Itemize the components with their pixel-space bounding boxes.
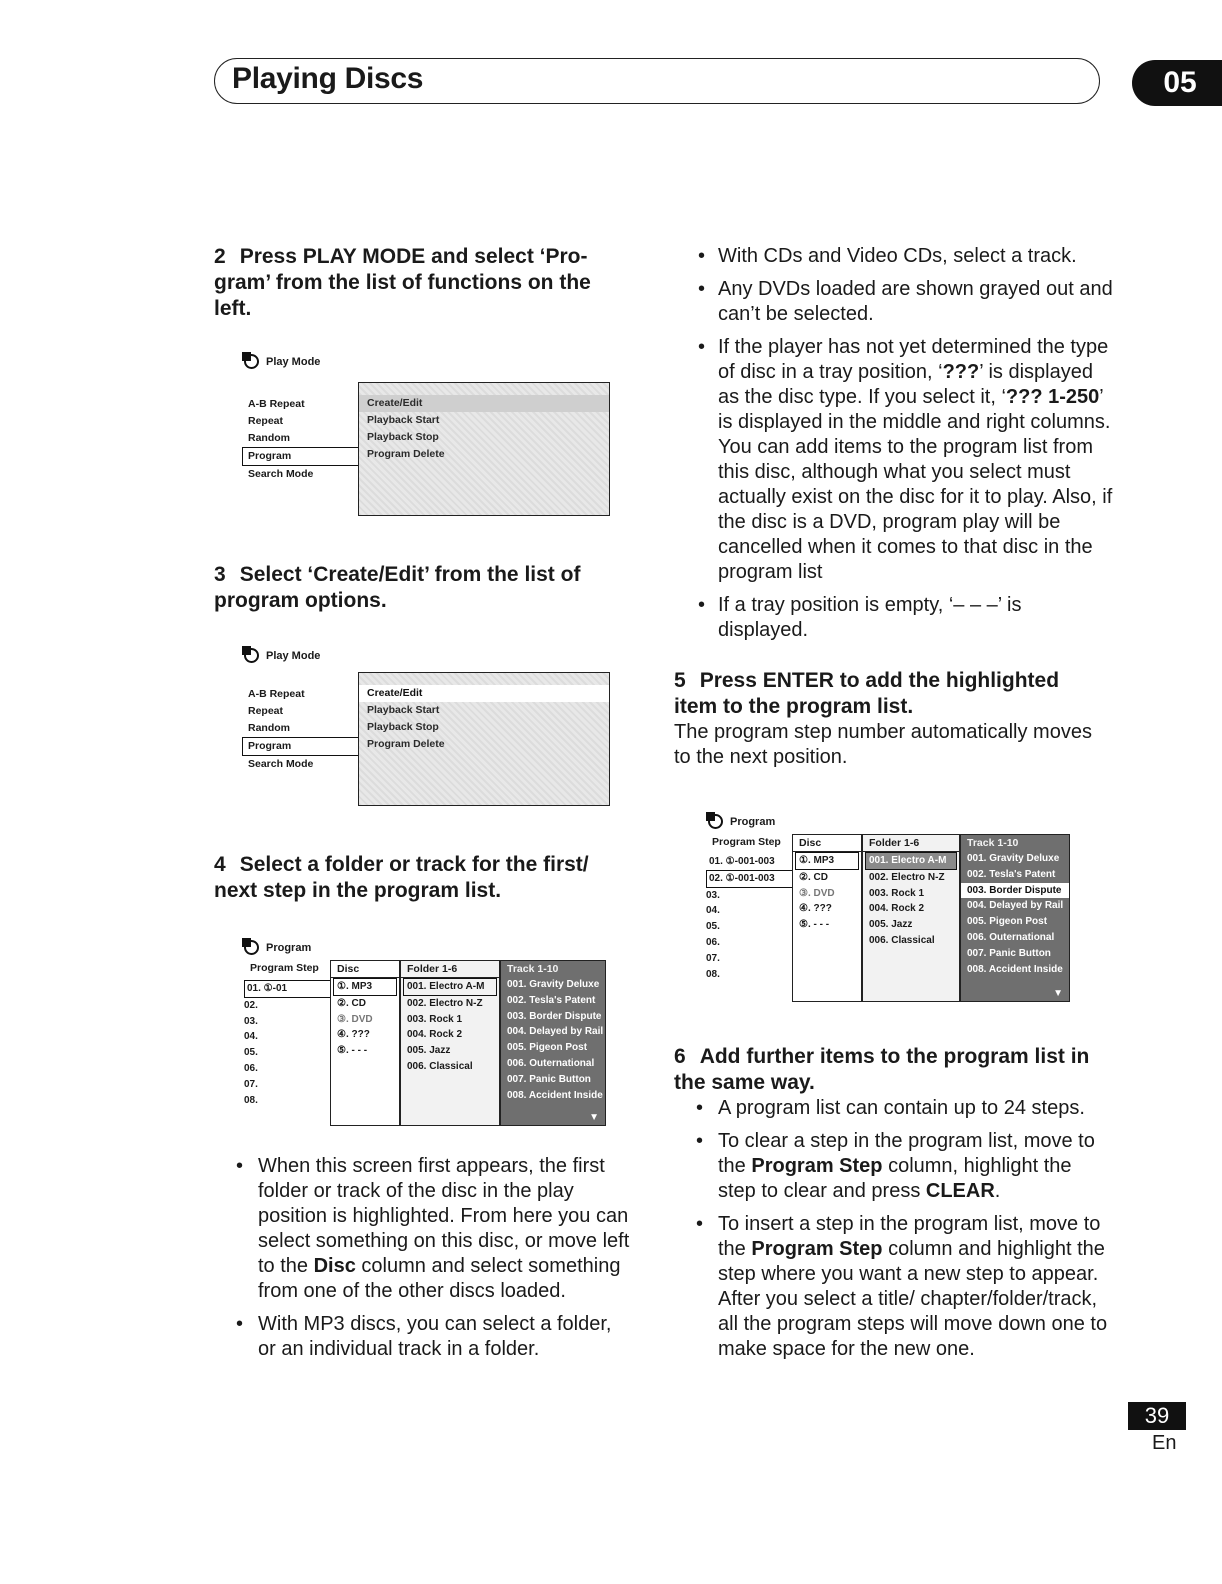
step-item: 05. <box>244 1047 258 1059</box>
disc-item: ③. DVD <box>337 1013 373 1025</box>
program-title: Program <box>242 938 311 958</box>
page-number: 39 <box>1128 1402 1186 1430</box>
step-3-heading: 3 Select ‘Create/Edit’ from the list of program options. <box>214 563 581 612</box>
play-mode-title: Play Mode <box>242 646 320 666</box>
disc-item: ②. CD <box>799 871 828 883</box>
step-item: 07. <box>244 1078 258 1090</box>
function-item: Random <box>248 722 290 734</box>
track-item: 004. Delayed by Rail <box>507 1026 604 1038</box>
scroll-down-icon: ▼ <box>589 1112 599 1123</box>
function-item: Search Mode <box>248 758 314 770</box>
bullet-item: • If a tray position is empty, ‘– – –’ is displayed. <box>674 593 1114 643</box>
function-item: A-B Repeat <box>248 688 305 700</box>
folder-item-selected: 001. Electro A-M <box>865 852 957 870</box>
track-item: 002. Tesla's Patent <box>967 868 1056 880</box>
program-options-panel <box>358 382 610 516</box>
step-2-heading: 2 Press PLAY MODE and select ‘Pro-gram’ from the list of functions on the left. <box>214 245 591 320</box>
page-language: En <box>1152 1432 1177 1454</box>
bullet-item: • With MP3 discs, you can select a folder, or an individual track in a folder. <box>214 1312 634 1362</box>
folder-item: 006. Classical <box>407 1060 473 1072</box>
option-item: Playback Stop <box>367 721 439 733</box>
program-title: Program <box>706 812 775 832</box>
folder-item: 004. Rock 2 <box>869 903 925 915</box>
step-3 <box>214 562 624 614</box>
folder-item: 005. Jazz <box>407 1045 451 1057</box>
disc-item: ⑤. - - - <box>799 919 830 931</box>
function-item: Repeat <box>248 705 284 717</box>
option-item-selected: Create/Edit <box>359 685 609 702</box>
step-4-heading: 4 Select a folder or track for the first/ next step in the program list. <box>214 853 589 902</box>
program-steps <box>244 980 330 1108</box>
step-6-heading: 6 Add further items to the program list in the same way. <box>674 1045 1090 1094</box>
disc-item: ③. DVD <box>799 887 835 899</box>
play-mode-screenshot-2 <box>242 644 614 810</box>
track-header: Track 1-10 <box>507 963 559 975</box>
track-item: 008. Accident Inside <box>507 1089 603 1101</box>
disc-column <box>330 960 400 1126</box>
function-item: Repeat <box>248 415 284 427</box>
option-item: Playback Stop <box>367 431 439 443</box>
step-item: 04. <box>706 905 720 917</box>
disc-column <box>792 834 862 1002</box>
track-item: 006. Outernational <box>967 931 1055 943</box>
step-5-heading: 5 Press ENTER to add the highlighted item to the program list. <box>674 669 1060 718</box>
step-item: 03. <box>706 889 720 901</box>
track-item: 005. Pigeon Post <box>507 1042 588 1054</box>
program-options-panel <box>358 672 610 806</box>
play-mode-screenshot-1 <box>242 350 614 528</box>
step-item: 05. <box>706 921 720 933</box>
bullet-item: • With CDs and Video CDs, select a track. <box>674 244 1114 269</box>
left-bullets <box>214 1154 634 1370</box>
folder-item-selected: 001. Electro A-M <box>403 978 497 996</box>
track-item: 005. Pigeon Post <box>967 916 1048 928</box>
disc-item-selected: ①. MP3 <box>795 852 859 870</box>
step-5-body: The program step number automatically moves to the next position. <box>674 721 1092 768</box>
step-item-selected: 01. ①-01 <box>244 980 330 998</box>
folder-item: 006. Classical <box>869 934 935 946</box>
step-item: 07. <box>706 952 720 964</box>
track-column <box>500 960 606 1126</box>
track-item: 004. Delayed by Rail <box>967 900 1064 912</box>
function-item: A-B Repeat <box>248 398 305 410</box>
program-screenshot-1 <box>242 936 614 1128</box>
disc-item: ⑤. - - - <box>337 1045 368 1057</box>
disc-icon <box>242 938 262 958</box>
option-item: Playback Start <box>367 414 440 426</box>
step-item: 01. ①-001-003 <box>709 856 775 867</box>
step-2 <box>214 244 624 322</box>
program-steps <box>706 854 792 982</box>
program-step-header: Program Step <box>250 962 319 974</box>
folder-header: Folder 1-6 <box>869 837 920 849</box>
track-item: 008. Accident Inside <box>967 963 1063 975</box>
option-item: Program Delete <box>367 448 445 460</box>
track-item: 007. Panic Button <box>507 1073 591 1085</box>
disc-header: Disc <box>337 963 360 975</box>
step-item: 06. <box>244 1062 258 1074</box>
step-item: 08. <box>706 968 720 980</box>
scroll-down-icon: ▼ <box>1053 988 1063 999</box>
option-item: Playback Start <box>367 704 440 716</box>
disc-item: ④. ??? <box>337 1029 370 1041</box>
program-screenshot-2 <box>706 810 1072 1004</box>
step-item-selected: 02. ①-001-003 <box>706 870 792 888</box>
page-title: Playing Discs <box>232 62 424 95</box>
chapter-tab: 05 <box>1132 60 1222 106</box>
folder-column <box>862 834 960 1002</box>
disc-item: ④. ??? <box>799 903 832 915</box>
program-step-header: Program Step <box>712 836 781 848</box>
track-item: 003. Border Dispute <box>507 1010 602 1022</box>
folder-item: 004. Rock 2 <box>407 1029 463 1041</box>
step-4 <box>214 852 624 904</box>
disc-icon <box>706 812 726 832</box>
play-mode-title: Play Mode <box>242 352 320 372</box>
folder-item: 002. Electro N-Z <box>407 997 483 1009</box>
bullet-item: • To insert a step in the program list, move to the Program Step column and highlight the step where you want a new step to appear. After you select a title/ chapter/folder/track, all the program steps will move down one to make space for the new one. <box>674 1212 1114 1362</box>
option-item: Create/Edit <box>359 395 609 412</box>
disc-item-selected: ①. MP3 <box>333 978 397 996</box>
disc-header: Disc <box>799 837 822 849</box>
step-item: 04. <box>244 1031 258 1043</box>
function-item-selected: Program <box>242 737 360 756</box>
function-item: Random <box>248 432 290 444</box>
folder-header: Folder 1-6 <box>407 963 458 975</box>
step-item: 06. <box>706 936 720 948</box>
function-item-selected: Program <box>242 447 360 466</box>
track-header: Track 1-10 <box>967 837 1019 849</box>
folder-item: 005. Jazz <box>869 919 913 931</box>
track-item-selected: 003. Border Dispute <box>961 883 1069 899</box>
disc-icon <box>242 646 262 666</box>
track-item: 001. Gravity Deluxe <box>967 853 1060 864</box>
folder-item: 002. Electro N-Z <box>869 871 945 883</box>
bullet-item: • If the player has not yet determined the type of disc in a tray position, ‘???’ is displayed as the disc type. If you select it, ‘??? 1-250’ is displayed in the middle and right columns. You can add items to the program list from this disc, although what you select must actually exist on the disc for it to play. Also, if the disc is a DVD, program play will be cancelled when it comes to that disc in the program list <box>674 335 1114 585</box>
step-5 <box>674 668 1104 770</box>
function-item: Search Mode <box>248 468 314 480</box>
folder-item: 003. Rock 1 <box>869 887 925 899</box>
folder-item: 003. Rock 1 <box>407 1013 463 1025</box>
disc-item: ②. CD <box>337 997 366 1009</box>
track-item: 007. Panic Button <box>967 947 1051 959</box>
bullet-item: • When this screen first appears, the first folder or track of the disc in the play position is highlighted. From here you can select something on this disc, or move left to the Disc column and select something from one of the other discs loaded. <box>214 1154 634 1304</box>
bullet-item: • A program list can contain up to 24 steps. <box>674 1096 1114 1121</box>
disc-icon <box>242 352 262 372</box>
bullet-item: • To clear a step in the program list, move to the Program Step column, highlight the step to clear and press CLEAR. <box>674 1129 1114 1204</box>
step-item: 03. <box>244 1015 258 1027</box>
track-item: 001. Gravity Deluxe <box>507 979 600 990</box>
step-item: 08. <box>244 1094 258 1106</box>
step-6 <box>674 1044 1114 1370</box>
bullet-item: • Any DVDs loaded are shown grayed out and can’t be selected. <box>674 277 1114 327</box>
track-item: 006. Outernational <box>507 1057 595 1069</box>
function-list <box>242 396 360 483</box>
right-bullets-top <box>674 244 1114 651</box>
track-item: 002. Tesla's Patent <box>507 994 596 1006</box>
track-column <box>960 834 1070 1002</box>
option-item: Program Delete <box>367 738 445 750</box>
function-list <box>242 686 360 773</box>
folder-column <box>400 960 500 1126</box>
step-item: 02. <box>244 999 258 1011</box>
